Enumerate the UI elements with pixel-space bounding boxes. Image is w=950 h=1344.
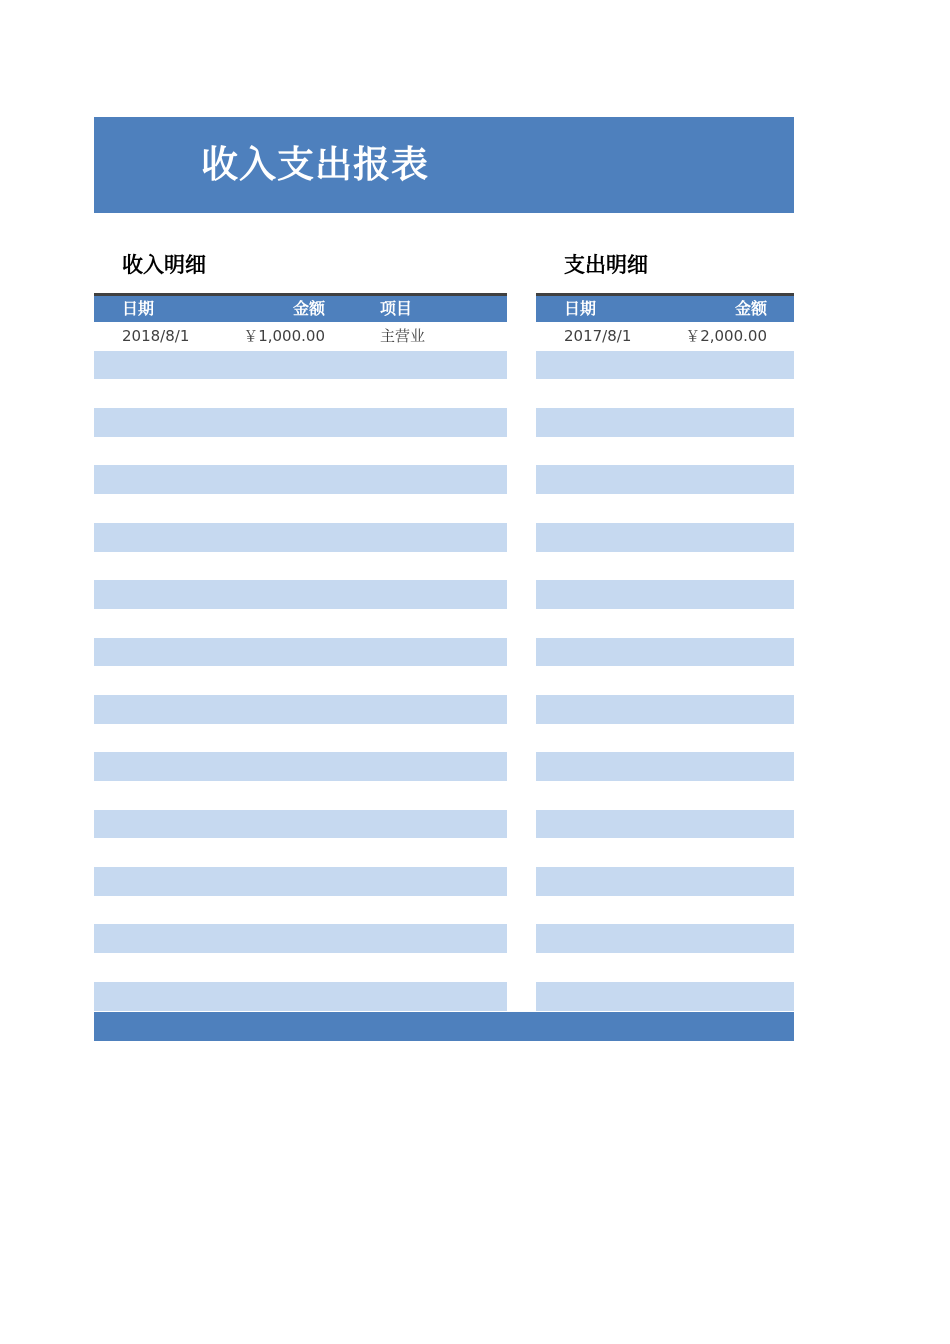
- table-row: [536, 867, 794, 896]
- income-cell-date: 2018/8/1: [122, 327, 190, 345]
- table-row: [94, 351, 507, 380]
- expense-header-date: 日期: [564, 299, 597, 318]
- table-row: [94, 552, 507, 581]
- table-row: [94, 924, 507, 953]
- table-row: [536, 322, 794, 351]
- table-row: [536, 924, 794, 953]
- table-row: [94, 695, 507, 724]
- report-title: 收入支出报表: [201, 143, 429, 186]
- table-row: [536, 351, 794, 380]
- table-row: [94, 666, 507, 695]
- table-row: [94, 638, 507, 667]
- expense-header-amount: 金额: [734, 299, 767, 318]
- table-row: [94, 896, 507, 925]
- table-row: [94, 609, 507, 638]
- report-banner: [94, 117, 794, 213]
- table-row: [94, 982, 507, 1011]
- footer-bar: [94, 1012, 794, 1041]
- income-header-amount: 金额: [292, 299, 325, 318]
- table-row: [536, 896, 794, 925]
- table-row: [94, 379, 507, 408]
- table-row: [536, 752, 794, 781]
- table-row: [94, 465, 507, 494]
- table-row: [94, 752, 507, 781]
- table-row: [536, 781, 794, 810]
- income-header-item: 项目: [380, 299, 413, 318]
- table-row: [536, 379, 794, 408]
- table-row: [94, 408, 507, 437]
- expense-table: [536, 293, 794, 1011]
- table-row: [94, 810, 507, 839]
- expense-section-title: 支出明细: [564, 253, 648, 277]
- table-row: [536, 953, 794, 982]
- income-table-header: [94, 293, 507, 322]
- table-row: [94, 953, 507, 982]
- table-row: [94, 580, 507, 609]
- table-row: [536, 437, 794, 466]
- table-row: [94, 838, 507, 867]
- table-row: [94, 867, 507, 896]
- table-row: [536, 552, 794, 581]
- income-table: [94, 293, 507, 1011]
- table-row: [94, 724, 507, 753]
- expense-cell-amount: ￥2,000.00: [685, 327, 767, 345]
- table-row: [536, 494, 794, 523]
- expense-table-body: [536, 322, 794, 1011]
- table-row: [94, 437, 507, 466]
- table-row: [536, 408, 794, 437]
- table-row: [536, 666, 794, 695]
- table-row: [536, 810, 794, 839]
- income-header-date: 日期: [122, 299, 155, 318]
- table-row: [536, 982, 794, 1011]
- income-section-title: 收入明细: [122, 253, 206, 277]
- table-row: [536, 523, 794, 552]
- table-row: [536, 609, 794, 638]
- table-row: [536, 695, 794, 724]
- table-row: [536, 580, 794, 609]
- table-row: [94, 523, 507, 552]
- expense-table-header: [536, 293, 794, 322]
- income-cell-item: 主营业: [380, 327, 426, 345]
- table-row: [536, 638, 794, 667]
- expense-cell-date: 2017/8/1: [564, 327, 632, 345]
- table-row: [94, 781, 507, 810]
- table-row: [94, 322, 507, 351]
- table-row: [94, 494, 507, 523]
- table-row: [536, 465, 794, 494]
- table-row: [536, 724, 794, 753]
- income-cell-amount: ￥1,000.00: [243, 327, 325, 345]
- income-table-body: [94, 322, 507, 1011]
- table-row: [536, 838, 794, 867]
